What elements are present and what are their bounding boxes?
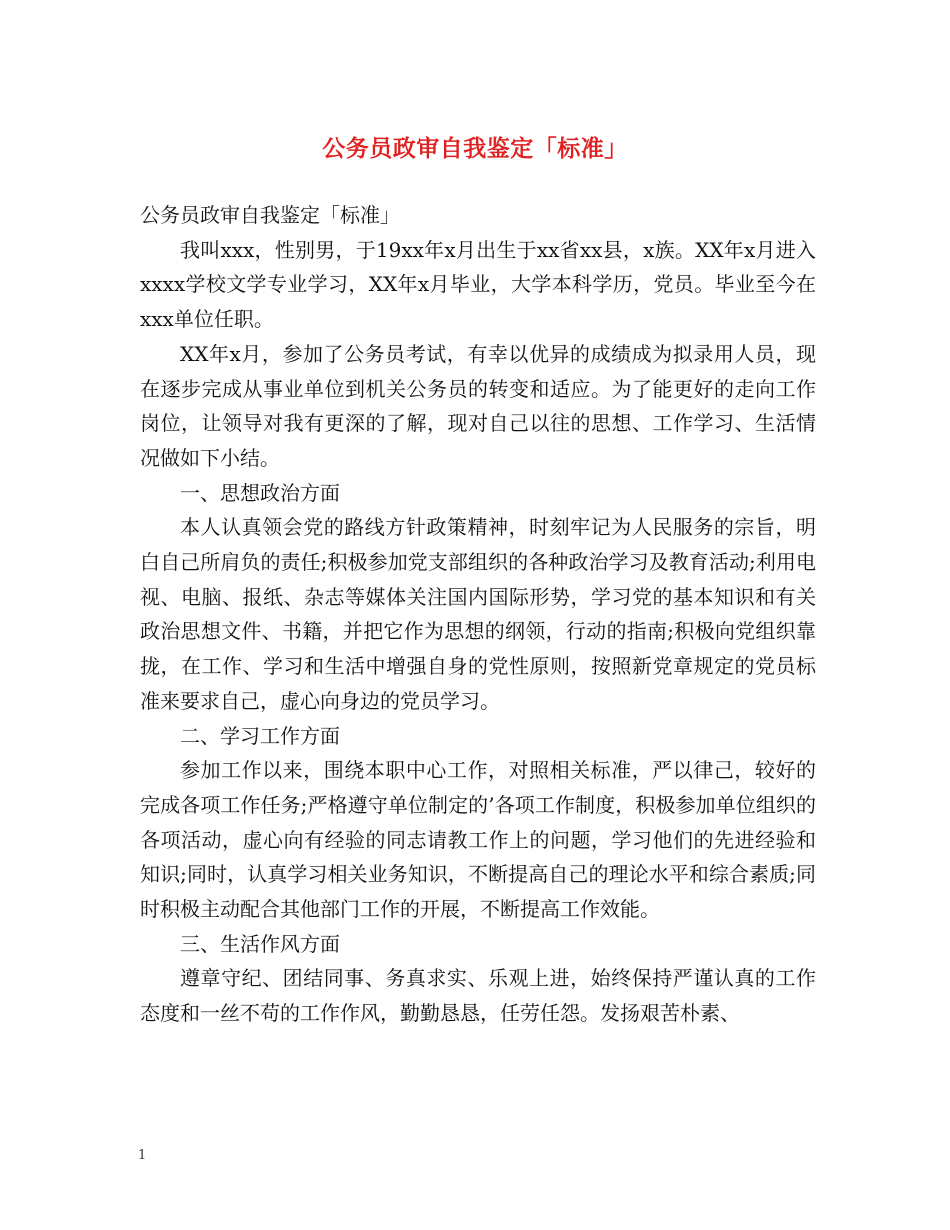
section-heading-life: 三、生活作风方面: [180, 931, 340, 956]
section-heading-political: 一、思想政治方面: [180, 480, 340, 505]
section-heading-work: 二、学习工作方面: [180, 723, 340, 748]
page-number: 1: [138, 1148, 147, 1163]
paragraph-exam: XX年x月，参加了公务员考试，有幸以优异的成绩成为拟录用人员，现在逐步完成从事业单位到机关公务员的转变和适应。为了能更好的走向工作岗位，让领导对我有更深的了解，现对自己以往的思想、工作学习、生活情况做如下小结。: [140, 341, 816, 470]
paragraph-life: 遵章守纪、团结同事、务真求实、乐观上进，始终保持严谨认真的工作态度和一丝不苟的工作作风，勤勤恳恳，任劳任怨。发扬艰苦朴素、: [140, 966, 816, 1026]
document-subtitle: 公务员政审自我鉴定「标准」: [140, 203, 400, 227]
document-body: [140, 198, 816, 1031]
paragraph-work: 参加工作以来，围绕本职中心工作，对照相关标准，严以律己，较好的完成各项工作任务;严格遵守单位制定的’各项工作制度，积极参加单位组织的各项活动，虚心向有经验的同志请教工作上的问题，学习他们的先进经验和知识;同时，认真学习相关业务知识，不断提高自己的理论水平和综合素质;同时积极主动配合其他部门工作的开展，不断提高工作效能。: [140, 758, 816, 922]
document-title: 公务员政审自我鉴定「标准」: [322, 135, 628, 162]
paragraph-intro: 我叫xxx，性别男，于19xx年x月出生于xx省xx县，x族。XX年x月进入xxxx学校文学专业学习，XX年x月毕业，大学本科学历，党员。毕业至今在xxx单位任职。: [140, 237, 816, 332]
paragraph-political: 本人认真领会党的路线方针政策精神，时刻牢记为人民服务的宗旨，明白自己所肩负的责任;积极参加党支部组织的各种政治学习及教育活动;利用电视、电脑、报纸、杂志等媒体关注国内国际形势，学习党的基本知识和有关政治思想文件、书籍，并把它作为思想的纲领，行动的指南;积极向党组织靠拢，在工作、学习和生活中增强自身的党性原则，按照新党章规定的党员标准来要求自己，虚心向身边的党员学习。: [140, 515, 816, 713]
